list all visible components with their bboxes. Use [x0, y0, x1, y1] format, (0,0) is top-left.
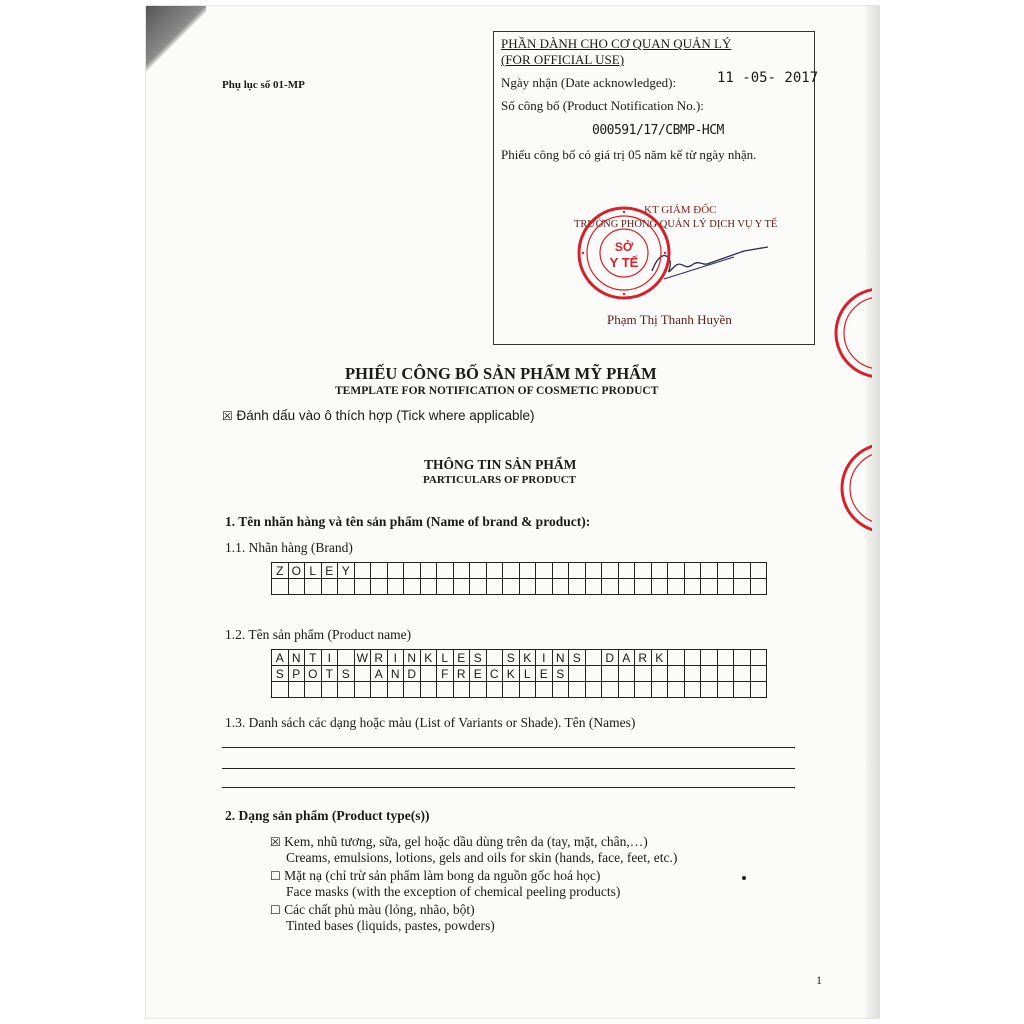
grid-cell: [668, 563, 685, 579]
grid-cell: [750, 682, 767, 698]
grid-cell: [420, 682, 437, 698]
grid-cell: [569, 563, 586, 579]
grid-cell: K: [503, 666, 520, 682]
grid-cell: [437, 563, 454, 579]
grid-cell: D: [602, 650, 619, 666]
official-heading-vn: PHẦN DÀNH CHO CƠ QUAN QUẢN LÝ: [501, 36, 732, 51]
grid-cell: [701, 666, 718, 682]
grid-cell: [387, 579, 404, 595]
grid-cell: [734, 563, 751, 579]
grid-cell: [272, 682, 289, 698]
grid-cell: [651, 682, 668, 698]
grid-cell: [354, 579, 371, 595]
page-fold-shadow: [146, 6, 206, 76]
grid-cell: [635, 666, 652, 682]
grid-cell: [651, 579, 668, 595]
variants-line: [222, 768, 795, 769]
grid-cell: L: [437, 650, 454, 666]
grid-cell: N: [387, 666, 404, 682]
grid-cell: [387, 563, 404, 579]
grid-cell: [684, 563, 701, 579]
product-name-character-grid: [271, 649, 767, 698]
grid-cell: [321, 579, 338, 595]
grid-cell: [750, 666, 767, 682]
grid-cell: [668, 682, 685, 698]
option-label-en: Tinted bases (liquids, pastes, powders): [286, 918, 495, 933]
product-name-label: 1.2. Tên sản phẩm (Product name): [225, 627, 412, 642]
grid-cell: S: [470, 650, 487, 666]
grid-cell: [635, 579, 652, 595]
grid-cell: S: [338, 666, 355, 682]
grid-cell: [453, 579, 470, 595]
grid-cell: [354, 666, 371, 682]
grid-cell: [486, 682, 503, 698]
grid-cell: [618, 666, 635, 682]
form-title-en: TEMPLATE FOR NOTIFICATION OF COSMETIC PRODUCT: [335, 385, 659, 397]
grid-cell: [569, 682, 586, 698]
grid-cell: [717, 563, 734, 579]
grid-cell: [602, 579, 619, 595]
grid-row: [272, 579, 767, 595]
grid-row: [272, 666, 767, 682]
grid-cell: [618, 579, 635, 595]
grid-cell: [701, 650, 718, 666]
grid-cell: [354, 563, 371, 579]
grid-cell: [453, 682, 470, 698]
grid-cell: [387, 682, 404, 698]
grid-cell: [717, 682, 734, 698]
grid-cell: [371, 682, 388, 698]
grid-cell: [668, 650, 685, 666]
date-label: Ngày nhận (Date acknowledged):: [501, 75, 677, 90]
grid-cell: S: [272, 666, 289, 682]
grid-cell: [635, 682, 652, 698]
product-type-option: [270, 868, 600, 884]
grid-cell: [503, 563, 520, 579]
grid-cell: A: [618, 650, 635, 666]
grid-cell: E: [453, 650, 470, 666]
grid-cell: [684, 666, 701, 682]
red-seal-stamp: [576, 205, 672, 301]
grid-cell: [717, 579, 734, 595]
grid-cell: [602, 563, 619, 579]
annex-label: Phụ lục số 01-MP: [222, 79, 305, 91]
grid-cell: [486, 579, 503, 595]
grid-cell: [371, 563, 388, 579]
svg-text:Y TẾ: Y TẾ: [609, 255, 639, 270]
grid-cell: F: [437, 666, 454, 682]
grid-cell: [470, 563, 487, 579]
option-label-vn: Mặt nạ (chỉ trừ sản phẩm làm bong da nguồn gốc hoá học): [284, 868, 601, 883]
grid-cell: [602, 666, 619, 682]
grid-cell: [404, 682, 421, 698]
option-label-en: Creams, emulsions, lotions, gels and oils for skin (hands, face, feet, etc.): [286, 850, 678, 865]
tick-instruction: [222, 408, 535, 423]
grid-cell: A: [371, 666, 388, 682]
grid-cell: [552, 563, 569, 579]
grid-cell: [569, 666, 586, 682]
brand-label: 1.1. Nhãn hàng (Brand): [225, 540, 353, 555]
notification-no-value: 000591/17/CBMP-HCM: [592, 123, 724, 138]
option-label-vn: Kem, nhũ tương, sữa, gel hoặc dầu dùng trên da (tay, mặt, chân,…): [284, 834, 648, 849]
partial-seal-stamp: [838, 438, 872, 538]
grid-cell: [552, 682, 569, 698]
grid-cell: [486, 563, 503, 579]
grid-cell: L: [305, 563, 322, 579]
grid-cell: E: [470, 666, 487, 682]
grid-cell: [734, 650, 751, 666]
grid-row: [272, 563, 767, 579]
grid-cell: [701, 579, 718, 595]
grid-cell: [404, 563, 421, 579]
ink-dot: [742, 876, 746, 880]
grid-cell: [437, 682, 454, 698]
grid-cell: [651, 563, 668, 579]
grid-cell: [420, 563, 437, 579]
page-number: 1: [816, 973, 822, 987]
grid-cell: K: [651, 650, 668, 666]
grid-cell: [437, 579, 454, 595]
grid-cell: [701, 563, 718, 579]
grid-cell: W: [354, 650, 371, 666]
grid-cell: [734, 579, 751, 595]
partial-seal-stamp: [832, 283, 872, 383]
checkbox-icon: ☐: [270, 869, 281, 883]
grid-cell: [684, 579, 701, 595]
grid-cell: [668, 579, 685, 595]
grid-cell: [651, 666, 668, 682]
signer-title-2: TRƯỞNG PHÒNG QUẢN LÝ DỊCH VỤ Y TẾ: [574, 219, 778, 230]
checkbox-icon: ☐: [270, 903, 281, 917]
grid-cell: [519, 579, 536, 595]
grid-cell: Z: [272, 563, 289, 579]
grid-cell: [750, 579, 767, 595]
grid-cell: [552, 579, 569, 595]
grid-cell: [420, 666, 437, 682]
section-title-vn: THÔNG TIN SẢN PHẨM: [424, 457, 577, 472]
grid-cell: [470, 682, 487, 698]
brand-character-grid: [271, 562, 767, 595]
grid-cell: N: [288, 650, 305, 666]
grid-cell: S: [552, 666, 569, 682]
grid-cell: T: [305, 650, 322, 666]
grid-cell: R: [635, 650, 652, 666]
grid-cell: O: [305, 666, 322, 682]
grid-cell: S: [503, 650, 520, 666]
form-title-vn: PHIẾU CÔNG BỐ SẢN PHẨM MỸ PHẨM: [345, 364, 657, 383]
grid-cell: [618, 563, 635, 579]
grid-cell: [536, 579, 553, 595]
grid-cell: [618, 682, 635, 698]
grid-cell: [486, 650, 503, 666]
grid-cell: [750, 650, 767, 666]
grid-cell: [338, 579, 355, 595]
grid-cell: K: [519, 650, 536, 666]
grid-cell: [305, 579, 322, 595]
question-2-heading: 2. Dạng sản phẩm (Product type(s)): [225, 808, 430, 823]
grid-cell: [272, 579, 289, 595]
section-title-en: PARTICULARS OF PRODUCT: [423, 474, 577, 486]
grid-cell: O: [288, 563, 305, 579]
grid-cell: [684, 682, 701, 698]
grid-cell: [585, 666, 602, 682]
grid-cell: A: [272, 650, 289, 666]
grid-cell: [684, 650, 701, 666]
tick-instruction-text: Đánh dấu vào ô thích hợp (Tick where applicable): [236, 408, 535, 423]
grid-cell: N: [552, 650, 569, 666]
grid-cell: E: [321, 563, 338, 579]
grid-cell: [717, 650, 734, 666]
grid-cell: [321, 682, 338, 698]
grid-cell: I: [321, 650, 338, 666]
grid-cell: [470, 579, 487, 595]
signer-name: Phạm Thị Thanh Huyền: [607, 312, 732, 327]
grid-cell: [585, 579, 602, 595]
grid-cell: [536, 682, 553, 698]
grid-cell: P: [288, 666, 305, 682]
variants-line: [222, 747, 795, 748]
grid-cell: [420, 579, 437, 595]
grid-cell: [338, 650, 355, 666]
checked-box-icon: ☒: [270, 835, 281, 849]
grid-cell: [404, 579, 421, 595]
grid-cell: [354, 682, 371, 698]
grid-cell: [519, 563, 536, 579]
grid-cell: [288, 682, 305, 698]
grid-cell: [371, 579, 388, 595]
grid-cell: I: [536, 650, 553, 666]
option-label-vn: Các chất phủ màu (lỏng, nhão, bột): [284, 902, 475, 917]
grid-cell: [585, 563, 602, 579]
grid-cell: [717, 666, 734, 682]
signer-title-1: KT GIÁM ĐỐC: [644, 204, 717, 216]
variants-label: 1.3. Danh sách các dạng hoặc màu (List of Variants or Shade). Tên (Names): [225, 715, 636, 730]
grid-cell: [585, 650, 602, 666]
grid-cell: [734, 666, 751, 682]
grid-cell: [750, 563, 767, 579]
grid-cell: N: [404, 650, 421, 666]
grid-row: [272, 682, 767, 698]
grid-cell: [635, 563, 652, 579]
grid-cell: L: [519, 666, 536, 682]
grid-row: [272, 650, 767, 666]
grid-cell: D: [404, 666, 421, 682]
grid-cell: [569, 579, 586, 595]
product-type-option: [270, 902, 475, 918]
grid-cell: [338, 682, 355, 698]
grid-cell: K: [420, 650, 437, 666]
option-label-en: Face masks (with the exception of chemical peeling products): [286, 884, 621, 899]
variants-line: [222, 787, 795, 788]
grid-cell: [305, 682, 322, 698]
grid-cell: I: [387, 650, 404, 666]
grid-cell: [503, 579, 520, 595]
grid-cell: T: [321, 666, 338, 682]
grid-cell: [288, 579, 305, 595]
grid-cell: [602, 682, 619, 698]
grid-cell: C: [486, 666, 503, 682]
grid-cell: [536, 563, 553, 579]
grid-cell: R: [371, 650, 388, 666]
notification-no-label: Số công bố (Product Notification No.):: [501, 98, 704, 113]
grid-cell: [503, 682, 520, 698]
product-type-option: [270, 834, 648, 850]
grid-cell: [734, 682, 751, 698]
grid-cell: [701, 682, 718, 698]
question-1-heading: 1. Tên nhãn hàng và tên sản phẩm (Name of brand & product):: [225, 514, 591, 529]
grid-cell: [519, 682, 536, 698]
grid-cell: [453, 563, 470, 579]
grid-cell: [585, 682, 602, 698]
grid-cell: E: [536, 666, 553, 682]
date-value: 11 -05- 2017: [717, 70, 819, 86]
official-heading-en: (FOR OFFICIAL USE): [501, 52, 625, 67]
grid-cell: R: [453, 666, 470, 682]
grid-cell: S: [569, 650, 586, 666]
validity-note: Phiếu công bố có giá trị 05 năm kể từ ngày nhận.: [501, 147, 757, 162]
svg-text:SỞ: SỞ: [614, 240, 634, 254]
grid-cell: [668, 666, 685, 682]
checked-box-icon: ☒: [222, 409, 233, 423]
grid-cell: Y: [338, 563, 355, 579]
